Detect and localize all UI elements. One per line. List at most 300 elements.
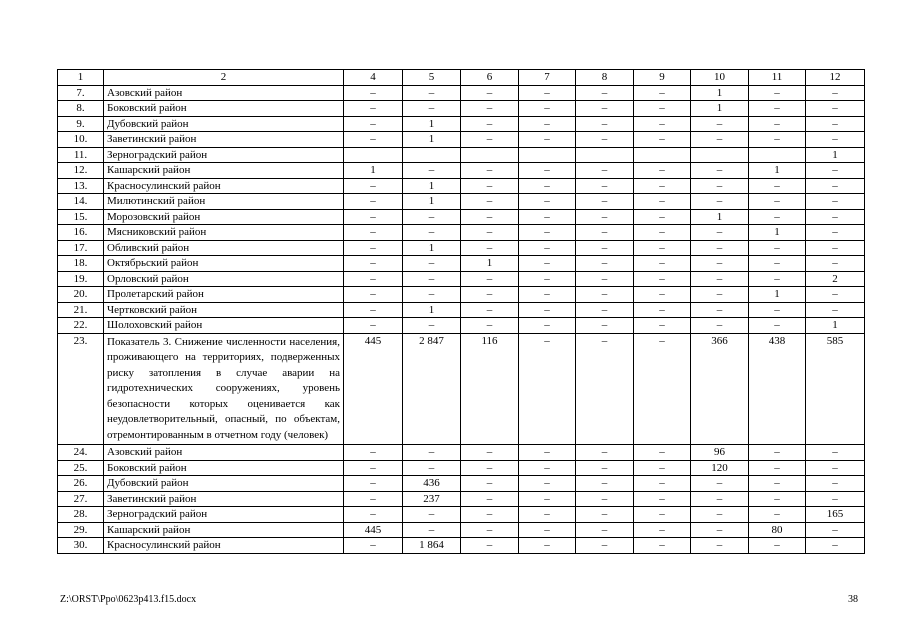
value-cell: – — [634, 476, 691, 492]
value-cell: – — [576, 178, 634, 194]
row-name-cell: Заветинский район — [104, 132, 344, 148]
row-name-cell: Красносулинский район — [104, 178, 344, 194]
row-name-cell: Заветинский район — [104, 491, 344, 507]
table-row — [58, 476, 865, 492]
value-cell: – — [519, 194, 576, 210]
table-row — [58, 491, 865, 507]
row-number-cell: 24. — [58, 445, 104, 461]
value-cell: – — [691, 256, 749, 272]
value-cell: – — [634, 287, 691, 303]
value-cell: – — [403, 522, 461, 538]
value-cell: 80 — [749, 522, 806, 538]
value-cell: – — [461, 507, 519, 523]
value-cell: – — [806, 101, 865, 117]
value-cell: – — [634, 318, 691, 334]
value-cell: – — [749, 116, 806, 132]
table-row — [58, 538, 865, 554]
value-cell: – — [519, 476, 576, 492]
row-name-cell: Показатель 3. Снижение численности населения, проживающего на территориях, подверженных риску затопления в случае аварии на гидротехнических сооружениях, уровень безопасности которых оценивается как неудовлетворительный, опасный, по объектам, отремонтированным в отчетном году (человек) — [104, 333, 344, 445]
value-cell: – — [519, 101, 576, 117]
value-cell: – — [576, 522, 634, 538]
value-cell: – — [576, 333, 634, 445]
value-cell: – — [749, 476, 806, 492]
value-cell — [519, 147, 576, 163]
column-number-cell: 6 — [461, 70, 519, 86]
value-cell: – — [344, 460, 403, 476]
value-cell: – — [403, 256, 461, 272]
row-name-cell: Морозовский район — [104, 209, 344, 225]
value-cell: – — [576, 240, 634, 256]
row-number-cell: 12. — [58, 163, 104, 179]
value-cell: – — [461, 225, 519, 241]
value-cell: – — [403, 85, 461, 101]
column-number-cell: 1 — [58, 70, 104, 86]
row-number-cell: 27. — [58, 491, 104, 507]
table-row — [58, 287, 865, 303]
value-cell: – — [634, 445, 691, 461]
row-name-cell: Кашарский район — [104, 522, 344, 538]
value-cell: 436 — [403, 476, 461, 492]
value-cell: – — [403, 271, 461, 287]
row-name-cell: Обливский район — [104, 240, 344, 256]
row-name-cell: Азовский район — [104, 85, 344, 101]
value-cell: – — [461, 132, 519, 148]
value-cell: – — [749, 318, 806, 334]
table-row — [58, 178, 865, 194]
column-number-cell: 11 — [749, 70, 806, 86]
column-number-cell: 5 — [403, 70, 461, 86]
value-cell: – — [519, 318, 576, 334]
value-cell: – — [461, 271, 519, 287]
value-cell — [461, 147, 519, 163]
value-cell: – — [749, 460, 806, 476]
value-cell: – — [576, 194, 634, 210]
row-number-cell: 19. — [58, 271, 104, 287]
value-cell: 445 — [344, 333, 403, 445]
row-number-cell: 20. — [58, 287, 104, 303]
value-cell: 237 — [403, 491, 461, 507]
value-cell — [749, 147, 806, 163]
value-cell: – — [634, 194, 691, 210]
value-cell: – — [403, 225, 461, 241]
value-cell — [576, 147, 634, 163]
table-row — [58, 256, 865, 272]
value-cell: – — [749, 178, 806, 194]
footer-page-number: 38 — [848, 594, 858, 605]
value-cell: – — [806, 491, 865, 507]
value-cell: – — [344, 101, 403, 117]
table-row — [58, 445, 865, 461]
value-cell: 1 — [344, 163, 403, 179]
value-cell: – — [749, 445, 806, 461]
row-name-cell: Чертковский район — [104, 302, 344, 318]
value-cell: – — [344, 491, 403, 507]
value-cell: – — [634, 507, 691, 523]
value-cell: – — [403, 318, 461, 334]
value-cell: – — [461, 302, 519, 318]
value-cell: – — [403, 101, 461, 117]
value-cell: 1 — [403, 178, 461, 194]
value-cell: – — [461, 178, 519, 194]
row-number-cell: 10. — [58, 132, 104, 148]
row-number-cell: 25. — [58, 460, 104, 476]
table-row — [58, 460, 865, 476]
value-cell: – — [403, 460, 461, 476]
value-cell: – — [519, 271, 576, 287]
value-cell: – — [749, 132, 806, 148]
value-cell: – — [403, 287, 461, 303]
value-cell: – — [461, 209, 519, 225]
row-name-cell: Зерноградский район — [104, 147, 344, 163]
row-number-cell: 23. — [58, 333, 104, 445]
value-cell: 1 — [403, 194, 461, 210]
table-row — [58, 240, 865, 256]
value-cell: – — [749, 491, 806, 507]
row-number-cell: 29. — [58, 522, 104, 538]
row-name-cell: Азовский район — [104, 445, 344, 461]
row-number-cell: 17. — [58, 240, 104, 256]
value-cell: – — [806, 476, 865, 492]
table-row — [58, 225, 865, 241]
value-cell: – — [749, 194, 806, 210]
value-cell: – — [806, 256, 865, 272]
value-cell: – — [519, 287, 576, 303]
value-cell: – — [806, 132, 865, 148]
value-cell: – — [691, 194, 749, 210]
value-cell: – — [634, 271, 691, 287]
value-cell: – — [461, 318, 519, 334]
column-number-cell: 10 — [691, 70, 749, 86]
table-row — [58, 163, 865, 179]
value-cell: – — [634, 116, 691, 132]
value-cell: – — [344, 85, 403, 101]
row-name-cell: Октябрьский район — [104, 256, 344, 272]
value-cell: 120 — [691, 460, 749, 476]
value-cell: 1 — [691, 209, 749, 225]
value-cell: – — [634, 240, 691, 256]
value-cell: – — [519, 85, 576, 101]
value-cell: 1 — [749, 225, 806, 241]
value-cell: – — [519, 178, 576, 194]
value-cell: – — [806, 302, 865, 318]
value-cell: 438 — [749, 333, 806, 445]
value-cell: – — [576, 225, 634, 241]
value-cell: – — [403, 507, 461, 523]
value-cell: – — [519, 163, 576, 179]
value-cell: 1 — [749, 163, 806, 179]
row-name-cell: Кашарский район — [104, 163, 344, 179]
value-cell: – — [749, 507, 806, 523]
value-cell: – — [576, 287, 634, 303]
value-cell: – — [403, 163, 461, 179]
table-row — [58, 333, 865, 445]
row-number-cell: 14. — [58, 194, 104, 210]
value-cell: – — [749, 538, 806, 554]
value-cell: – — [576, 460, 634, 476]
table-row — [58, 522, 865, 538]
value-cell: – — [576, 116, 634, 132]
value-cell: – — [576, 491, 634, 507]
value-cell: 585 — [806, 333, 865, 445]
value-cell: – — [634, 333, 691, 445]
value-cell: 1 — [749, 287, 806, 303]
value-cell: – — [519, 333, 576, 445]
value-cell — [403, 147, 461, 163]
value-cell: – — [519, 256, 576, 272]
table-row — [58, 302, 865, 318]
value-cell: – — [519, 460, 576, 476]
value-cell: – — [461, 460, 519, 476]
value-cell: – — [344, 116, 403, 132]
value-cell: – — [749, 271, 806, 287]
value-cell: – — [634, 491, 691, 507]
value-cell: 1 — [403, 116, 461, 132]
value-cell: – — [344, 476, 403, 492]
value-cell: – — [806, 287, 865, 303]
value-cell: – — [691, 271, 749, 287]
row-name-cell: Орловский район — [104, 271, 344, 287]
value-cell: – — [806, 445, 865, 461]
value-cell: – — [691, 116, 749, 132]
value-cell: – — [519, 302, 576, 318]
value-cell: – — [634, 101, 691, 117]
value-cell: – — [691, 522, 749, 538]
table-row — [58, 194, 865, 210]
value-cell: – — [461, 522, 519, 538]
value-cell: – — [634, 178, 691, 194]
value-cell: – — [806, 225, 865, 241]
column-number-cell: 2 — [104, 70, 344, 86]
value-cell: – — [691, 538, 749, 554]
value-cell: – — [344, 240, 403, 256]
row-number-cell: 22. — [58, 318, 104, 334]
value-cell: – — [576, 256, 634, 272]
row-name-cell: Боковский район — [104, 101, 344, 117]
value-cell: – — [634, 538, 691, 554]
value-cell: 1 — [403, 302, 461, 318]
footer-file-path: Z:\ORST\Ppo\0623p413.f15.docx — [60, 594, 197, 605]
value-cell: – — [806, 240, 865, 256]
value-cell: – — [691, 318, 749, 334]
value-cell: – — [461, 101, 519, 117]
table-row — [58, 132, 865, 148]
value-cell: – — [461, 476, 519, 492]
value-cell: – — [749, 209, 806, 225]
value-cell: – — [634, 225, 691, 241]
value-cell — [691, 147, 749, 163]
row-name-cell: Дубовский район — [104, 476, 344, 492]
row-number-cell: 8. — [58, 101, 104, 117]
column-number-cell: 9 — [634, 70, 691, 86]
value-cell: – — [519, 132, 576, 148]
value-cell: – — [691, 491, 749, 507]
value-cell: 366 — [691, 333, 749, 445]
column-number-cell: 4 — [344, 70, 403, 86]
value-cell: – — [344, 302, 403, 318]
value-cell: – — [806, 522, 865, 538]
value-cell: 1 — [461, 256, 519, 272]
value-cell: – — [634, 256, 691, 272]
value-cell: – — [691, 507, 749, 523]
column-number-cell: 8 — [576, 70, 634, 86]
value-cell: – — [461, 445, 519, 461]
value-cell: 96 — [691, 445, 749, 461]
value-cell: – — [691, 132, 749, 148]
value-cell: – — [634, 302, 691, 318]
value-cell: – — [576, 302, 634, 318]
value-cell: – — [519, 445, 576, 461]
value-cell: – — [461, 240, 519, 256]
row-name-cell: Дубовский район — [104, 116, 344, 132]
data-table — [57, 69, 865, 554]
value-cell: – — [634, 209, 691, 225]
value-cell: – — [344, 225, 403, 241]
row-number-cell: 30. — [58, 538, 104, 554]
row-number-cell: 28. — [58, 507, 104, 523]
value-cell: – — [344, 178, 403, 194]
value-cell — [634, 147, 691, 163]
row-number-cell: 26. — [58, 476, 104, 492]
value-cell: – — [691, 225, 749, 241]
value-cell: – — [806, 194, 865, 210]
value-cell: – — [461, 116, 519, 132]
value-cell: – — [691, 302, 749, 318]
table-row — [58, 85, 865, 101]
value-cell: – — [691, 240, 749, 256]
value-cell: – — [403, 445, 461, 461]
value-cell: – — [344, 132, 403, 148]
row-name-cell: Мясниковский район — [104, 225, 344, 241]
value-cell: – — [576, 209, 634, 225]
value-cell: – — [576, 85, 634, 101]
value-cell: – — [576, 318, 634, 334]
value-cell: 2 847 — [403, 333, 461, 445]
value-cell: – — [519, 507, 576, 523]
value-cell: – — [749, 302, 806, 318]
row-number-cell: 21. — [58, 302, 104, 318]
value-cell: – — [461, 194, 519, 210]
value-cell: – — [461, 287, 519, 303]
value-cell: – — [634, 522, 691, 538]
value-cell: – — [576, 271, 634, 287]
value-cell: – — [634, 460, 691, 476]
row-number-cell: 7. — [58, 85, 104, 101]
value-cell: – — [344, 256, 403, 272]
value-cell: 1 864 — [403, 538, 461, 554]
value-cell: 1 — [691, 101, 749, 117]
table-row — [58, 507, 865, 523]
value-cell: 1 — [403, 240, 461, 256]
value-cell: – — [576, 163, 634, 179]
value-cell: – — [344, 318, 403, 334]
row-number-cell: 9. — [58, 116, 104, 132]
value-cell: – — [806, 209, 865, 225]
value-cell: – — [749, 256, 806, 272]
value-cell: – — [806, 85, 865, 101]
value-cell: – — [576, 101, 634, 117]
column-number-cell: 12 — [806, 70, 865, 86]
value-cell: – — [461, 538, 519, 554]
row-name-cell: Милютинский район — [104, 194, 344, 210]
table-row — [58, 116, 865, 132]
value-cell: – — [576, 132, 634, 148]
value-cell: – — [461, 491, 519, 507]
value-cell: – — [519, 225, 576, 241]
value-cell: – — [461, 85, 519, 101]
value-cell: 116 — [461, 333, 519, 445]
value-cell: – — [691, 178, 749, 194]
value-cell: – — [519, 522, 576, 538]
value-cell: 1 — [691, 85, 749, 101]
value-cell: – — [519, 538, 576, 554]
value-cell: – — [576, 476, 634, 492]
value-cell: – — [344, 507, 403, 523]
value-cell: – — [344, 287, 403, 303]
row-name-cell: Красносулинский район — [104, 538, 344, 554]
value-cell: 1 — [806, 318, 865, 334]
value-cell: – — [806, 163, 865, 179]
value-cell: – — [576, 538, 634, 554]
value-cell: 1 — [403, 132, 461, 148]
table-row — [58, 101, 865, 117]
table-row — [58, 318, 865, 334]
value-cell: – — [749, 101, 806, 117]
row-name-cell: Боковский район — [104, 460, 344, 476]
value-cell: – — [691, 476, 749, 492]
value-cell: – — [749, 240, 806, 256]
table-header-row — [58, 70, 865, 86]
row-number-cell: 11. — [58, 147, 104, 163]
value-cell — [344, 147, 403, 163]
value-cell: – — [344, 538, 403, 554]
row-number-cell: 13. — [58, 178, 104, 194]
value-cell: – — [634, 163, 691, 179]
value-cell: – — [344, 271, 403, 287]
value-cell: – — [806, 116, 865, 132]
row-name-cell: Зерноградский район — [104, 507, 344, 523]
value-cell: – — [806, 178, 865, 194]
value-cell: – — [344, 194, 403, 210]
value-cell: – — [403, 209, 461, 225]
table-row — [58, 147, 865, 163]
value-cell: – — [344, 445, 403, 461]
value-cell: 445 — [344, 522, 403, 538]
value-cell: – — [576, 507, 634, 523]
row-number-cell: 18. — [58, 256, 104, 272]
value-cell: – — [461, 163, 519, 179]
value-cell: – — [519, 240, 576, 256]
value-cell: – — [691, 287, 749, 303]
table-row — [58, 209, 865, 225]
value-cell: 2 — [806, 271, 865, 287]
column-number-cell: 7 — [519, 70, 576, 86]
value-cell: – — [691, 163, 749, 179]
value-cell: – — [806, 460, 865, 476]
value-cell: – — [806, 538, 865, 554]
row-name-cell: Шолоховский район — [104, 318, 344, 334]
value-cell: 1 — [806, 147, 865, 163]
value-cell: – — [749, 85, 806, 101]
value-cell: – — [634, 132, 691, 148]
value-cell: – — [634, 85, 691, 101]
table-row — [58, 271, 865, 287]
value-cell: – — [576, 445, 634, 461]
value-cell: – — [519, 209, 576, 225]
row-name-cell: Пролетарский район — [104, 287, 344, 303]
value-cell: – — [344, 209, 403, 225]
row-number-cell: 15. — [58, 209, 104, 225]
value-cell: – — [519, 491, 576, 507]
